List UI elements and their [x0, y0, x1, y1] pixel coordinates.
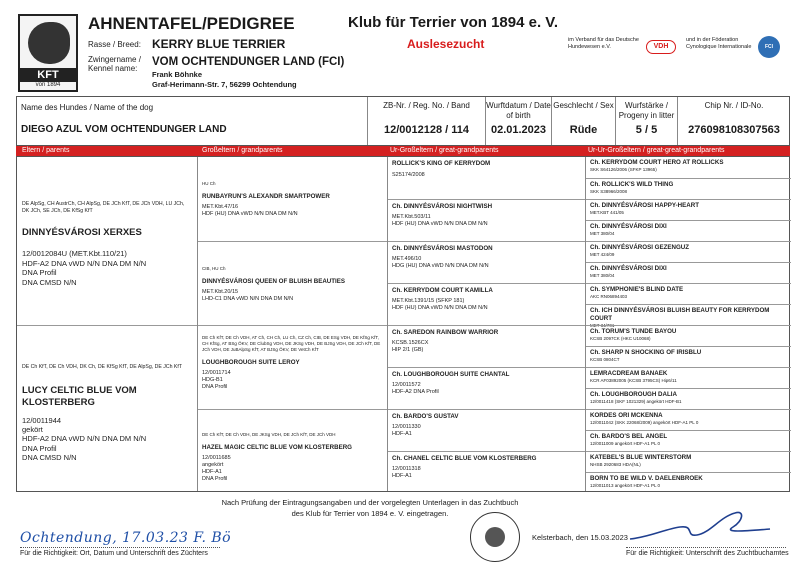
registry-signature: [625, 507, 775, 547]
ggg-name: Ch. KERRYDOM COURT HERO AT ROLLICKS: [590, 159, 724, 166]
registration-note-line2: des Klub für Terrier von 1894 e. V. eingetragen.: [291, 509, 449, 519]
ggg-name: BORN TO BE WILD V. DAELENBROEK: [590, 475, 703, 482]
great-grandparent-data: 12/0011330: [392, 424, 421, 431]
litter-cell: [615, 97, 677, 145]
grandparent-data: angekört: [202, 462, 224, 469]
club-name: Klub für Terrier von 1894 e. V.: [348, 14, 559, 31]
great-grandparent-name: Ch. SAREDON RAINBOW WARRIOR: [392, 329, 499, 336]
great-grandparent-name: Ch. DINNYÉSVÁROSI NIGHTWISH: [392, 203, 493, 210]
dam-box: [17, 325, 197, 493]
grandparents-column: [197, 157, 387, 491]
place-and-date: Kelsterbach, den 15.03.2023: [532, 533, 628, 542]
chip-value: 276098108307563: [688, 124, 780, 136]
great-grandparent-data: HDF-A2 DNA Profil: [392, 389, 439, 396]
ggg-box: [586, 262, 791, 283]
ggg-name: Ch. DINNYÉSVÁROSI DIXI: [590, 265, 667, 272]
ggg-data: 12/0011042 (SKK 22068/2009) angekört HDF-A1 PL 0: [590, 420, 699, 426]
great-grandparent-box: [388, 325, 585, 367]
great-grandparent-name: Ch. BARDO'S GUSTAV: [392, 413, 459, 420]
terrier-head-icon: [28, 22, 70, 64]
great-grandparent-box: [388, 283, 585, 325]
ggg-name: Ch. ICH DINNYÉSVÁROSI BLUISH BEAUTY FOR KERRYDOM COURT: [590, 307, 770, 323]
ggg-data: MET 424/09: [590, 252, 615, 258]
ggg-name: Ch. SYMPHONIE'S BLIND DATE: [590, 286, 684, 293]
breeder-signature-label: Für die Richtigkeit: Ort, Datum und Unterschrift des Züchters: [20, 550, 208, 557]
dob-value: 02.01.2023: [490, 124, 547, 136]
ggg-name: Ch. DINNYÉSVÁROSI HAPPY-HEART: [590, 202, 699, 209]
ggg-data: MET 380/04: [590, 273, 615, 279]
grandparent-titles: CIB, HU Ch: [202, 266, 226, 271]
great-grandparent-box: [388, 409, 585, 451]
ggg-box: [586, 409, 791, 430]
breed-value: KERRY BLUE TERRIER: [152, 37, 286, 51]
classification-label: Auslesezucht: [407, 37, 485, 51]
gen-great-grandparents-label: Ur-Großeltern / great-grandparents: [390, 147, 499, 154]
grandparent-data: HDF (HU) DNA vWD N/N DNA DM N/N: [202, 211, 298, 218]
grandparent-data: HDF-A1: [202, 469, 222, 476]
great-great-grandparents-column: [585, 157, 791, 491]
great-grandparent-data: KCSB.1526CX: [392, 340, 429, 347]
gen-great-great-grandparents-label: Ur-Ur-Großeltern / great-great-grandparents: [588, 147, 725, 154]
ggg-data: AKC RN06894403: [590, 294, 628, 300]
chip-cell: [677, 97, 790, 145]
great-grandparent-box: [388, 241, 585, 283]
vdh-logo: VDH: [646, 40, 676, 54]
parents-column: [17, 157, 197, 491]
grandparent-name: LOUGHBOROUGH SUITE LEROY: [202, 358, 300, 366]
great-grandparent-box: [388, 157, 585, 199]
logo-year-text: von 1894: [35, 82, 61, 88]
ggg-name: Ch. LOUGHBOROUGH DALIA: [590, 391, 677, 398]
reg-cell: [367, 97, 485, 145]
kennel-label-line1: Zwingername /: [88, 55, 141, 64]
ggg-data: NHSB 2920683 HDA(NL): [590, 462, 641, 468]
ggg-data: MET 34/701: [590, 323, 615, 329]
grandparent-data: DNA Profil: [202, 476, 228, 483]
great-grandparents-column: [387, 157, 585, 491]
ggg-data: SKK S64126/2006 (SFKP 13965): [590, 167, 657, 173]
dog-name-value: DIEGO AZUL VOM OCHTENDUNGER LAND: [21, 124, 227, 135]
ggg-box: [586, 325, 791, 346]
gen-parents-label: Eltern / parents: [22, 147, 70, 154]
grandparent-titles: DE Ch KfT, DE Ch VDH, DE JKSg VDH, DE JCh KfT, DE JCh VDH: [202, 432, 336, 437]
sire-profile: DNA Profil: [22, 268, 57, 278]
great-grandparent-box: [388, 199, 585, 241]
sire-cmsd: DNA CMSD N/N: [22, 277, 77, 287]
dob-cell: [485, 97, 551, 145]
litter-label: Wurfstärke / Progeny in litter: [618, 101, 675, 120]
grandparent-name: HAZEL MAGIC CELTIC BLUE VOM KLOSTERBERG: [202, 443, 352, 451]
ggg-name: Ch. DINNYÉSVÁROSI GEZENGUZ: [590, 244, 690, 251]
great-grandparent-name: ROLLICK'S KING OF KERRYDOM: [392, 160, 491, 167]
ggg-box: [586, 388, 791, 409]
great-grandparent-data: MET.Kbt.1391/15 (SFKP 181): [392, 298, 465, 305]
great-grandparent-box: [388, 451, 585, 493]
great-grandparent-data: HDG (HU) DNA vWD N/N DNA DM N/N: [392, 263, 489, 270]
reg-value: 12/0012128 / 114: [383, 124, 470, 136]
great-grandparent-data: 12/0011572: [392, 382, 421, 389]
sire-titles: DE AlpSg, CH AustrCh, CH AlpSg, DE JCh KfT, DE JCh VDH, LU JCh, DK JCh, SE JCh, DE KfSg KfT: [22, 201, 185, 215]
grandparent-data: 12/0011714: [202, 369, 231, 376]
great-grandparent-data: S25174/2008: [392, 172, 425, 179]
grandparent-data: MET.Kbt.20/15: [202, 288, 239, 295]
ggg-box: [586, 367, 791, 388]
great-grandparent-data: MET.Kbt.503/11: [392, 214, 431, 221]
great-grandparent-data: 12/0011318: [392, 466, 421, 473]
owner-address: Graf-Herimann-Str. 7, 56299 Ochtendung: [152, 80, 297, 89]
grandparent-box-2: [198, 241, 387, 325]
dam-name: LUCY CELTIC BLUE VOM KLOSTERBERG: [22, 385, 137, 409]
great-grandparent-name: Ch. LOUGHBOROUGH SUITE CHANTAL: [392, 371, 510, 378]
ggg-box: [586, 430, 791, 451]
kennel-label-line2: Kennel name:: [88, 64, 138, 73]
stamp-dog-icon: [485, 527, 505, 547]
ggg-data: 12/0011009 angekört HDF-A1 PL 0: [590, 441, 661, 447]
grandparent-data: 12/0011685: [202, 454, 231, 461]
reg-label: ZB-Nr. / Reg. No. / Band: [383, 101, 470, 110]
ggg-data: SKK S38966/2008: [590, 189, 628, 195]
grandparent-name: DINNYÉSVÁROSI QUEEN OF BLUISH BEAUTIES: [202, 277, 346, 285]
ggg-name: LEMRACDREAM BANAEK: [590, 370, 668, 377]
great-grandparent-data: HDF (HU) DNA vWD N/N DNA DM N/N: [392, 221, 488, 228]
great-grandparent-name: Ch. DINNYÉSVÁROSI MASTODON: [392, 245, 493, 252]
ggg-box: [586, 178, 791, 199]
ggg-box: [586, 157, 791, 178]
ggg-box: [586, 283, 791, 304]
dob-label: Wurftdatum / Date of birth: [486, 101, 551, 120]
dam-profile: DNA Profil: [22, 443, 57, 453]
pedigree-grid: [16, 156, 790, 492]
ggg-name: Ch. DINNYÉSVÁROSI DIXI: [590, 223, 667, 230]
gen-grandparents-label: Großeltern / grandparents: [202, 147, 283, 154]
document-title: AHNENTAFEL/PEDIGREE: [88, 14, 295, 33]
ggg-box: [586, 451, 791, 472]
great-grandparent-data: HDF-A1: [392, 473, 412, 480]
chip-label: Chip Nr. / ID-No.: [704, 101, 764, 110]
registry-signature-label: Für die Richtigkeit: Unterschrift des Zuchtbuchamtes: [626, 550, 789, 557]
sex-value: Rüde: [569, 124, 598, 136]
ggg-box: [586, 346, 791, 367]
vdh-membership-text: im Verband für das Deutsche Hundewesen e.V.: [568, 37, 639, 51]
ggg-name: Ch. SHARP N SHOCKING OF IRISBLU: [590, 349, 702, 356]
ggg-name: KORDES ORI MCKENNA: [590, 412, 663, 419]
grandparent-name: RUNBAYRUN'S ALEXANDR SMARTPOWER: [202, 192, 330, 200]
dog-info-row: [16, 96, 790, 146]
great-grandparent-box: [388, 367, 585, 409]
ggg-name: Ch. BARDO'S BEL ANGEL: [590, 433, 668, 440]
dam-cmsd: DNA CMSD N/N: [22, 453, 77, 463]
dam-hd: HDF-A2 DNA vWD N/N DNA DM N/N: [22, 434, 147, 444]
great-grandparent-data: MET.496/10: [392, 256, 422, 263]
grandparent-data: LHD-C1 DNA vWD N/N DNA DM N/N: [202, 296, 294, 303]
grandparent-data: DNA Profil: [202, 383, 228, 390]
generation-header-bar: [16, 146, 790, 156]
ggg-data: MET 380/04: [590, 231, 615, 237]
kennel-value: VOM OCHTENDUNGER LAND (FCI): [152, 56, 345, 68]
great-grandparent-data: HIP 2/1 (GB): [392, 347, 424, 354]
grandparent-titles: DE Ch KfT, DE Ch VDH, AT Ch, CH Ch, LU Ch, CZ Ch, CIB, DE ESg VDH, DE KfSg KfT, CH KfSg, AT BSg ÖKV, DE ClubSg VDH, DE JKSg VDH, DE BJSg VDH, DE JCh KfT, DE JCh VDH, DE JuBAlpSg KfT, AT BJSg ÖKV, DE VetCh KfT: [202, 335, 381, 352]
breeder-signature-line: [20, 547, 220, 548]
ggg-box: [586, 199, 791, 220]
ggg-data: KCR AF03892005 (KCSB 3795CS) Hip6/11: [590, 378, 677, 384]
sire-name: DINNYÉSVÁROSI XERXES: [22, 227, 142, 239]
litter-value: 5 / 5: [635, 124, 658, 136]
sire-hd: HDF-A2 DNA vWD N/N DNA DM N/N: [22, 258, 147, 268]
breeder-signature: Ochtendung, 17.03.23 F. Bö: [20, 530, 232, 546]
ggg-name: Ch. TORUM'S TUNDE BAYOU: [590, 328, 677, 335]
ggg-box: [586, 241, 791, 262]
logo-kft-text: KFT: [20, 68, 76, 82]
registration-note-line1: Nach Prüfung der Eintragungsangaben und der vorgelegten Unterlagen in das Zuchtbuch: [221, 498, 519, 507]
grandparent-box-4: [198, 409, 387, 493]
dam-gekort: gekört: [22, 425, 43, 435]
grandparent-data: HDG-B1: [202, 376, 223, 383]
sire-box: [17, 157, 197, 325]
owner-name: Frank Böhnke: [152, 70, 203, 79]
club-stamp: [470, 512, 520, 562]
sex-label: Geschlecht / Sex: [553, 101, 614, 110]
ggg-data: 12/0011418 (SKF 1021329) angekört HDF-B1: [590, 399, 682, 405]
ggg-box: [586, 220, 791, 241]
ggg-name: Ch. ROLLICK'S WILD THING: [590, 181, 674, 188]
ggg-box: [586, 304, 791, 329]
great-grandparent-name: Ch. KERRYDOM COURT KAMILLA: [392, 287, 493, 294]
dam-titles: DE Ch KfT, DE Ch VDH, DK Ch, DE KfSg KfT, DE AlpSg, DE JCh KfT: [22, 364, 182, 370]
ggg-name: KATEBEL'S BLUE WINTERSTORM: [590, 454, 692, 461]
fci-membership-text: und in der Föderation Cynologique Internationale: [686, 37, 752, 51]
club-logo: [18, 14, 78, 92]
grandparent-box-3: [198, 325, 387, 409]
dam-reg: 12/0011944: [22, 415, 62, 425]
ggg-data: KCSB 0804CT: [590, 357, 620, 363]
great-grandparent-data: HDF (HU) DNA vWD N/N DNA DM N/N: [392, 305, 488, 312]
sire-reg: 12/0012084U (MET.Kbt.110/21): [22, 249, 127, 259]
fci-logo: FCI: [758, 36, 780, 58]
registry-signature-line: [626, 547, 786, 548]
sex-cell: [551, 97, 615, 145]
great-grandparent-name: Ch. CHANEL CELTIC BLUE VOM KLOSTERBERG: [392, 455, 537, 462]
ggg-data: 12/0011013 angekört HDF-A1 PL 0: [590, 483, 661, 489]
ggg-data: MET.KBT 441/05: [590, 210, 624, 216]
breed-label: Rasse / Breed:: [88, 40, 141, 49]
grandparent-titles: HU Ch: [202, 181, 216, 186]
dog-name-label: Name des Hundes / Name of the dog: [21, 103, 154, 112]
grandparent-data: MET.Kbt.47/16: [202, 203, 239, 210]
ggg-data: KCSB 2097CK (HKC U10068): [590, 336, 651, 342]
grandparent-box-1: [198, 157, 387, 241]
ggg-box: [586, 472, 791, 493]
great-grandparent-data: HDF-A1: [392, 431, 412, 438]
